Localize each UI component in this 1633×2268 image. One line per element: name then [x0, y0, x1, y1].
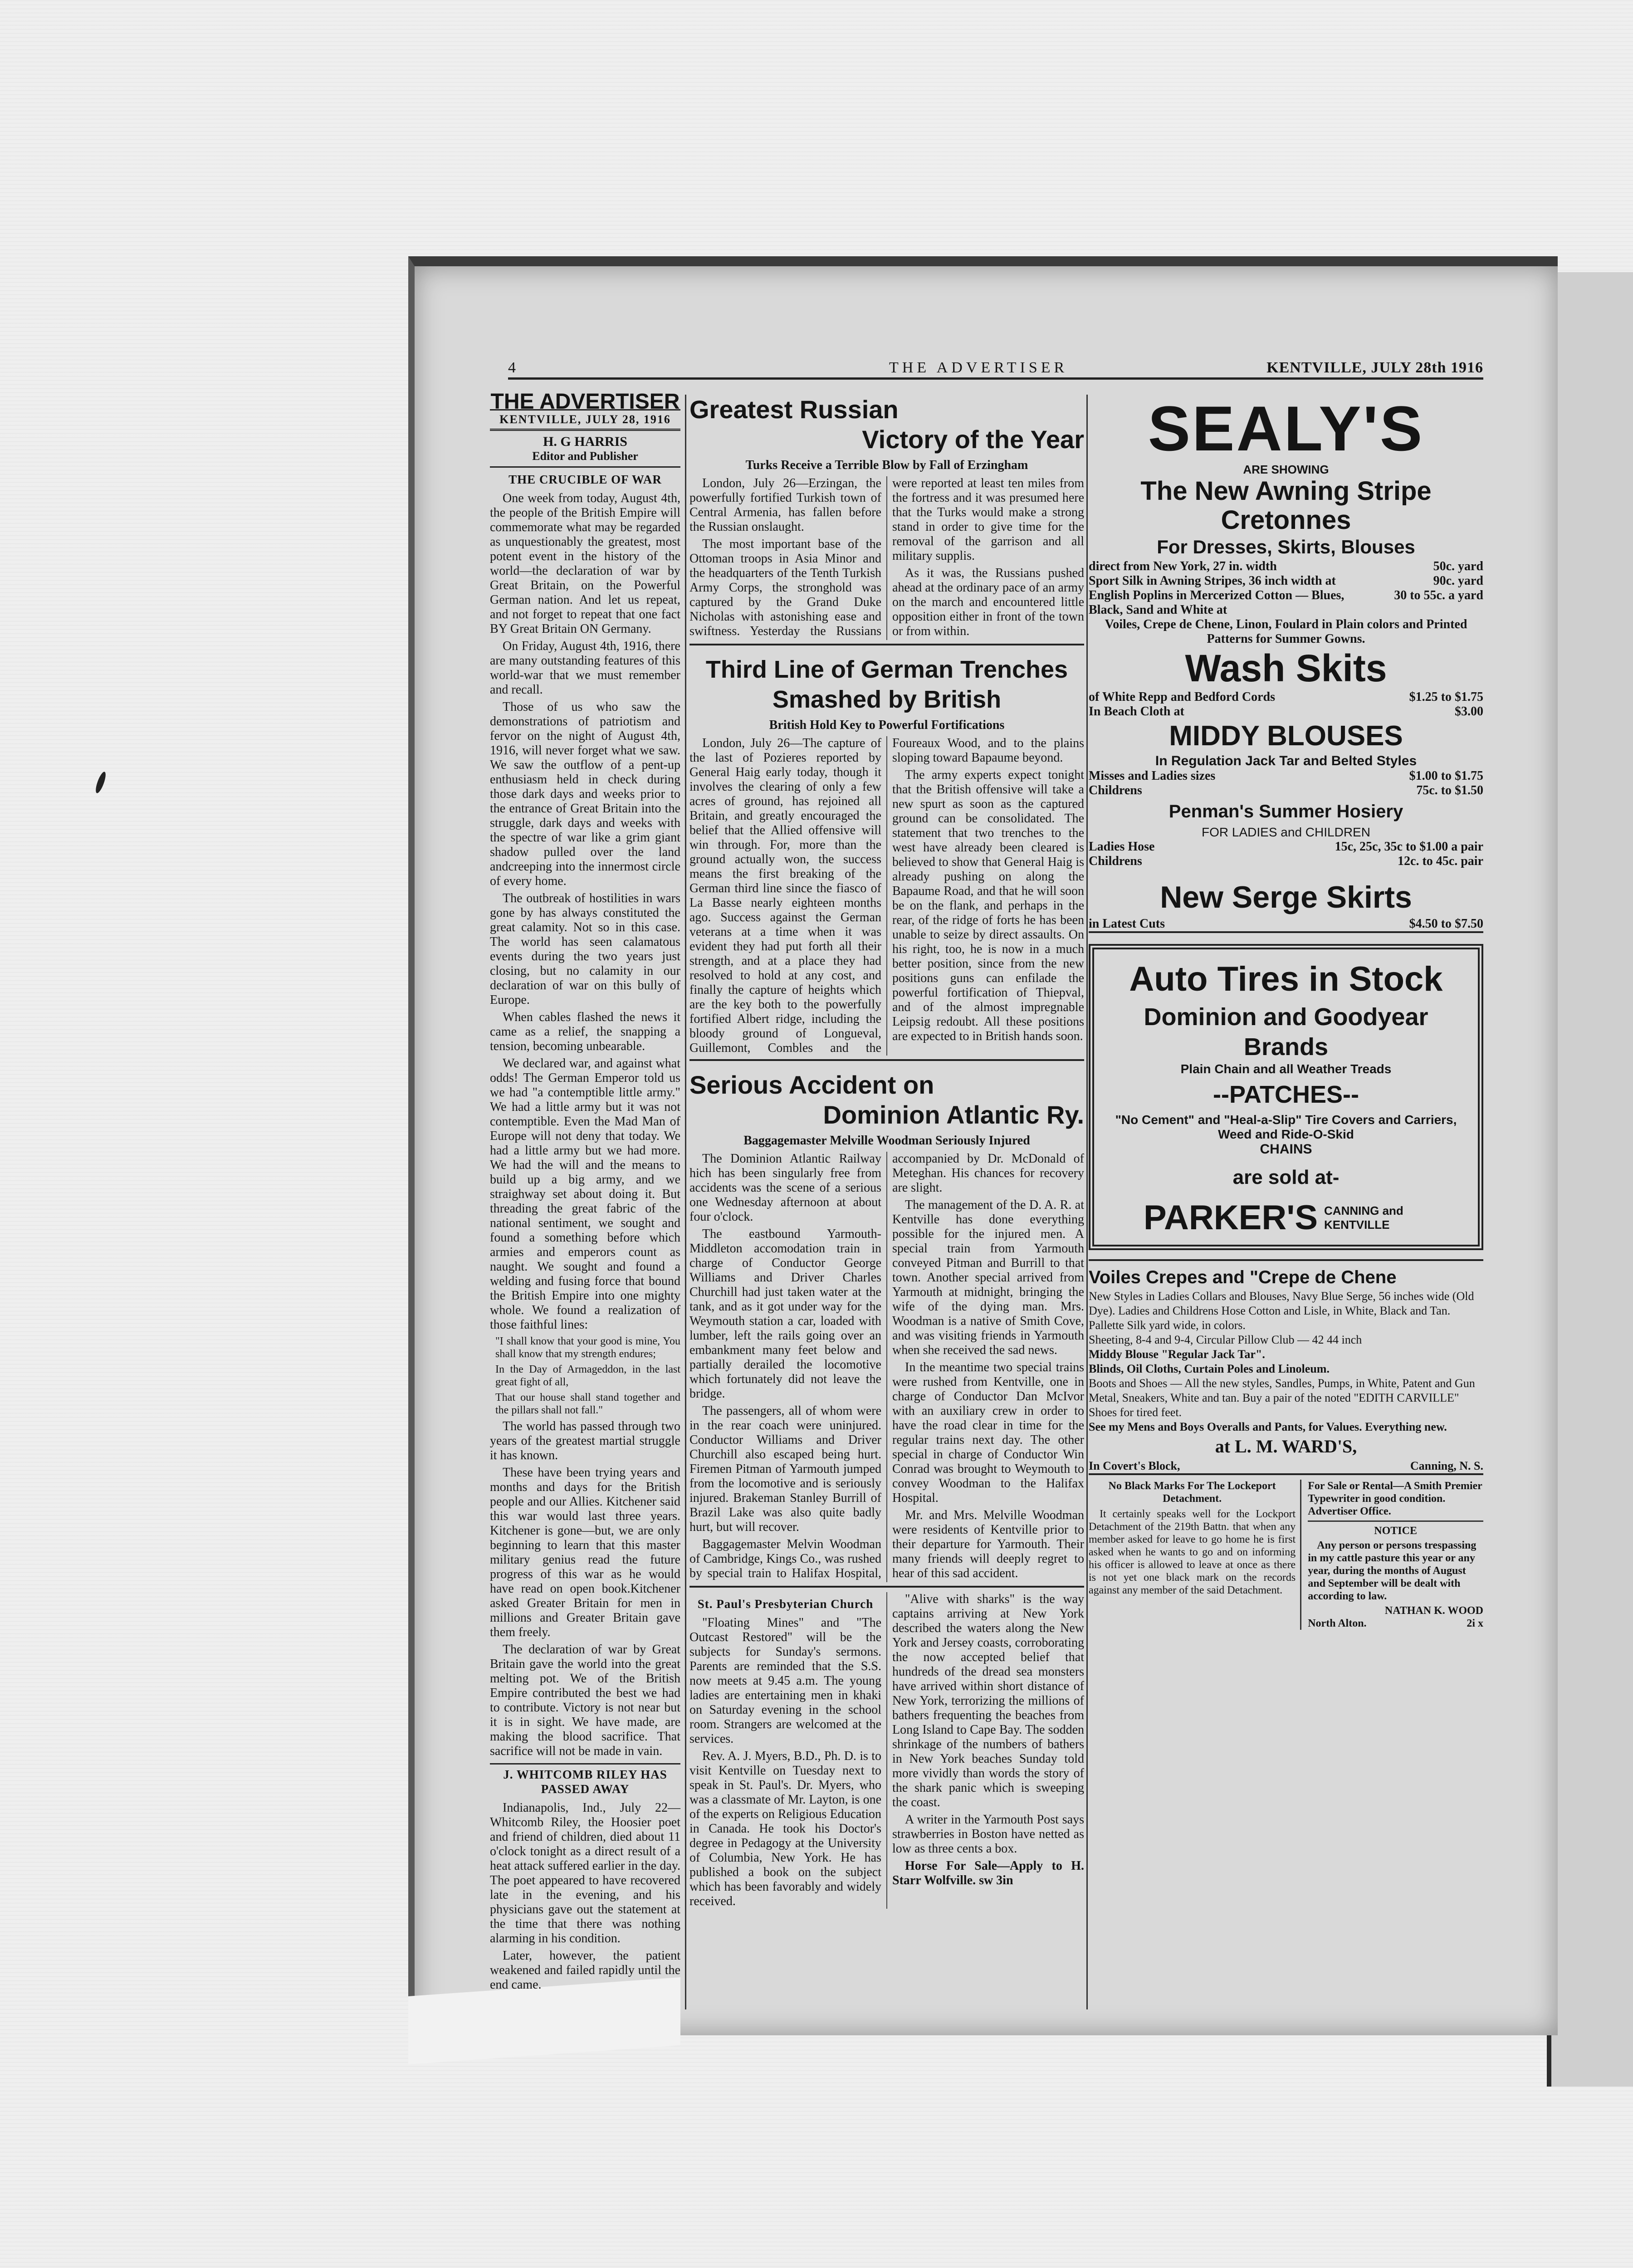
price-item: English Poplins in Mercerized Cotton — Blues, Black, Sand and White at	[1089, 588, 1345, 617]
parker-towns: CANNING and KENTVILLE	[1324, 1203, 1403, 1232]
trenches-headline: Third Line of German Trenches Smashed by British	[705, 656, 1068, 713]
price-line	[1089, 588, 1483, 617]
price-line	[1089, 559, 1483, 574]
page-number: 4	[508, 359, 519, 376]
price-value: 15c, 25c, 35c to $1.00 a pair	[1335, 840, 1483, 854]
masthead-title: THE ADVERTISER	[490, 390, 680, 414]
price-line	[1089, 783, 1483, 798]
crucible-paragraph: One week from today, August 4th, the people of the British Empire will commemorate what may be regarded as unquestionably the greatest, most potent event in the history of the world—the declaration of war by Great Britain, on the Powerful German nation. And let us repeat, and not forget to repeat that one fact BY Great Britain ON Germany.	[490, 491, 680, 636]
accident-body	[689, 1152, 1084, 1588]
riley-paragraph: Indianapolis, Ind., July 22—Whitcomb Riley, the Hoosier poet and friend of children, died about 11 o'clock tonight as a direct result of a heat attack suffered earlier in the day. The poet appeared to have recovered late in the evening, and his physicians gave out the statement at the time that there was nothing alarming in his condition.	[490, 1801, 680, 1945]
accident-paragraph: In the meantime two special trains were rushed from Kentville, one in charge of Conductor Dan McIvor with an auxiliary crew in order to have the road clear in time for the regular trains next day. The other special in charge of Conductor Win Conrad was brought to Weymouth to convey Woodman to the Halifax Hospital.	[892, 1360, 1084, 1505]
russian-paragraph: London, July 26—Erzingan, the powerfully fortified Turkish town of Central Armenia, has fallen before the Russian onslaught.	[689, 476, 881, 534]
price-line	[1089, 574, 1483, 588]
editorial-column	[490, 390, 680, 1995]
ward-ad	[1089, 1259, 1483, 1475]
ward-line: Blinds, Oil Cloths, Curtain Poles and Linoleum.	[1089, 1362, 1330, 1375]
church-paragraph: Rev. A. J. Myers, B.D., Ph. D. is to visit Kentville on Tuesday next to speak in St. Paul's. Dr. Myers, who was a classmate of Mr. Layton, is one of the experts on Religious Education in Canada. He took his Doctor's degree in Pedagogy at the University of Columbia, New York. He has published a book on the subject which has been favorably and widely received.	[689, 1749, 881, 1908]
church-sharks-body	[689, 1592, 1084, 1909]
price-value: 75c. to $1.50	[1416, 783, 1483, 797]
lockeport-body: It certainly speaks well for the Lockport Detachment of the 219th Battn. that when any member asked for leave to go home he is first asked when he wants to go and on informing his officer is allowed to leave at once as there is not yet one black mark on the records against any member of the said Detachment.	[1089, 1508, 1296, 1596]
trenches-paragraph: London, July 26—The capture of the last of Pozieres reported by General Haig early today, though it involves the clearing of only a few acres of ground, has rejoined all Britain, and greatly encouraged the belief that the Allied offensive will win through. For, more than the ground actually won, the success means the first breaking of the German third line since the fiasco of La Basse nearly eighteen months ago. Success against the German veterans at a time when it was evident they had put forth all their strength, and at a place they had resolved to hold at any cost, and finally the capture of heights which are the key both to the powerfully fortified Albert ridge, including the bloody ground of Longueval, Guillemont, Combles and the Foureaux Wood, and to the plains sloping toward Bapaume beyond.	[689, 736, 1084, 1055]
crucible-paragraph: The world has passed through two years of the greatest martial struggle it has known.	[490, 1419, 680, 1462]
price-value: 90c. yard	[1433, 574, 1483, 588]
price-value: 12c. to 45c. pair	[1398, 854, 1483, 868]
notice-place: North Alton.	[1308, 1618, 1367, 1629]
masthead-date: KENTVILLE, JULY 28, 1916	[490, 411, 680, 431]
russian-paragraph: The most important base of the Ottoman troops in Asia Minor and the headquarters of the Tenth Turkish Army Corps, the stronghold was captured by the Grand Duke Nicholas with astonishing ease and swiftness. Yesterday the Russians were reported at least ten miles from the fortress and it was presumed here that the Turks would make a strong stand in order to give time for the removal of the garrison and all military supplis.	[689, 476, 1084, 638]
church-title: St. Paul's Presbyterian Church	[697, 1597, 874, 1611]
notice-footer	[1308, 1617, 1483, 1630]
lockeport-notice	[1089, 1480, 1301, 1630]
trenches-body	[689, 736, 1084, 1061]
folio-line	[508, 359, 1483, 380]
sharks-paragraph: "Alive with sharks" is the way captains arriving at New York described the waters along the New York and Jersey coasts, corroborating the now accepted belief that hundreds of the dread sea monsters have arrived within short distance of New York, terrorizing the millions of bathers frequenting the beaches from Long Island to Cape Bay. The sodden shrinkage of the numbers of bathers in New York beaches Sunday told more vividly than words the story of the shark panic which is sweeping the coast.	[892, 1592, 1084, 1809]
notice-body: Any person or persons trespassing in my cattle pasture this year or any year, during the months of August and September will be dealt with according to law.	[1308, 1540, 1477, 1602]
folio-date: KENTVILLE, JULY 28th 1916	[1266, 359, 1483, 376]
hosiery-title: Penman's Summer Hosiery	[1169, 802, 1403, 821]
news-columns	[689, 395, 1084, 1909]
parker-brands: Dominion and Goodyear Brands	[1144, 1003, 1428, 1061]
ward-block: In Covert's Block,	[1089, 1459, 1180, 1472]
ward-address	[1089, 1459, 1483, 1475]
crucible-paragraph: The declaration of war by Great Britain gave the world into the great melting pot. We of the British Empire contributed the best we had to contribute. Victory is not near but it is in sight. We have made, are making the blood sacrifice. That sacrifice will not be made in vain.	[490, 1642, 680, 1758]
sealy-for-line: For Dresses, Skirts, Blouses	[1157, 536, 1415, 557]
ward-title: Voiles Crepes and "Crepe de Chene	[1089, 1267, 1397, 1287]
russian-headline-2: Victory of the Year	[862, 425, 1084, 454]
ward-line: Boots and Shoes — All the new styles, Sandles, Pumps, in White, Patent and Gun Metal, Sneakers, White and tan. Buy a pair of the noted "EDITH CARVILLE" Shoes for tired feet.	[1089, 1377, 1475, 1419]
accident-paragraph: Baggagemaster Melvin Woodman of Cambridge, Kings Co., was rushed by special train to Halifax Hospital, accompanied by Dr. McDonald of Meteghan. His chances for recovery are slight.	[689, 1152, 1084, 1580]
wash-title: Wash Skits	[1185, 647, 1387, 689]
price-item: in Latest Cuts	[1089, 917, 1165, 931]
price-item: of White Repp and Bedford Cords	[1089, 690, 1275, 704]
sharks-paragraph: A writer in the Yarmouth Post says strawberries in Boston have netted as low as three cents a box.	[892, 1813, 1084, 1856]
price-line	[1089, 840, 1483, 854]
price-item: direct from New York, 27 in. width	[1089, 559, 1277, 573]
notice-code: 2i x	[1467, 1618, 1483, 1629]
church-paragraph: "Floating Mines" and "The Outcast Restored" will be the subjects for Sunday's sermons. Parents are reminded that the S.S. now meets at 9.45 a.m. The young ladies are entertaining men in khaki on Saturday evening in the school room. Strangers are welcomed at the services.	[689, 1616, 881, 1746]
price-line	[1089, 704, 1483, 719]
parker-chains: CHAINS	[1260, 1142, 1312, 1157]
crucible-paragraph: When cables flashed the news it came as a relief, the snapping a tension, becoming unbearable.	[490, 1010, 680, 1053]
ward-line: See my Mens and Boys Overalls and Pants, for Values. Everything new.	[1089, 1420, 1447, 1433]
price-item: In Beach Cloth at	[1089, 704, 1184, 719]
sealy-name: SEALY'S	[1148, 393, 1424, 464]
typewriter-sale: For Sale or Rental—A Smith Premier Typewriter in good condition. Advertiser Office.	[1308, 1480, 1483, 1522]
ward-line: Sheeting, 8-4 and 9-4, Circular Pillow Club — 42 44 inch	[1089, 1333, 1362, 1346]
price-value: $1.25 to $1.75	[1409, 690, 1483, 704]
verse-line: In the Day of Armageddon, in the last great fight of all,	[495, 1364, 680, 1388]
accident-paragraph: Mr. and Mrs. Melville Woodman were residents of Kentville prior to their departure for Yarmouth. Their many friends will deeply regret to hear of this sad accident.	[892, 1508, 1084, 1580]
lockeport-title: No Black Marks For The Lockeport Detachment.	[1108, 1480, 1276, 1505]
small-notices	[1089, 1480, 1483, 1630]
accident-paragraph: The management of the D. A. R. at Kentville has done everything possible for the injured men. A special train from Yarmouth conveyed Pitman and Burrill to that town. Another special arrived from Yarmouth at midnight, bringing the wife of the dying man. Mrs. Woodman is a native of Smith Cove, and was visiting friends in Yarmouth when she received the sad news.	[892, 1198, 1084, 1357]
right-notices	[1308, 1480, 1483, 1630]
advertisement-column	[1089, 395, 1483, 1630]
ward-name: at L. M. WARD'S,	[1215, 1436, 1357, 1457]
price-line	[1089, 917, 1483, 933]
price-value: $4.50 to $7.50	[1409, 917, 1483, 931]
trenches-paragraph: The army experts expect tonight that the British offensive will take a new spurt as soon as the captured ground can be consolidated. The statement that two trenches to the west have already been cleared is believed to show that General Haig is already pushing on along the Bapaume Road, and that he will soon be on the flank, and perhaps in the rear, of the ridge of forts he has been unable to seize by direct assaults. On his right, too, he is now in a much better position, since from the new positions guns can enfilade the powerful fortification of Thiepval, and of the almost impregnable Leipsig redoubt. All these positions are expected to in British hands soon.	[892, 768, 1084, 1043]
middy-title: MIDDY BLOUSES	[1169, 720, 1403, 752]
parker-patch-desc: "No Cement" and "Heal-a-Slip" Tire Covers and Carriers, Weed and Ride-O-Skid	[1115, 1113, 1457, 1141]
trenches-deck: British Hold Key to Powerful Fortifications	[769, 718, 1005, 732]
parker-name: PARKER'S	[1143, 1198, 1318, 1237]
parker-ad-box	[1089, 944, 1483, 1250]
serge-title: New Serge Skirts	[1160, 880, 1412, 914]
ward-line: Middy Blouse "Regular Jack Tar".	[1089, 1348, 1265, 1361]
hosiery-sub: FOR LADIES and CHILDREN	[1202, 825, 1370, 839]
ward-town: Canning, N. S.	[1410, 1459, 1483, 1472]
accident-headline-1: Serious Accident on	[689, 1070, 934, 1099]
price-value: 50c. yard	[1433, 559, 1483, 573]
folio-paper-name: THE ADVERTISER	[889, 359, 1068, 376]
crucible-paragraph: The outbreak of hostilities in wars gone by has always constituted the great calamity. Not so in this case. The world has seen calamatous events during the two years just closing, but no calamity in our declaration of war on this bully of Europe.	[490, 891, 680, 1007]
crucible-paragraph: These have been trying years and months and days for the British people and our Allies. Kitchener said this war would last three years. Kitchener is gone—but, we are only beginning to learn that this master military genius read the future progress of this war as he would have read on open book.Kitchener asked Greater Britain for men in millions and Greater Britain gave them freely.	[490, 1466, 680, 1639]
notice-title: NOTICE	[1374, 1525, 1417, 1537]
column-rule	[1086, 395, 1088, 2009]
riley-paragraph: Later, however, the patient weakened and failed rapidly until the end came.	[490, 1949, 680, 1992]
facing-page-edge	[1547, 272, 1633, 2087]
accident-deck: Baggagemaster Melville Woodman Seriously Injured	[743, 1134, 1030, 1148]
editor-name: H. G HARRIS	[543, 434, 627, 449]
parker-sold: are sold at-	[1232, 1166, 1340, 1188]
russian-deck: Turks Receive a Terrible Blow by Fall of Erzingham	[745, 458, 1028, 472]
accident-paragraph: The eastbound Yarmouth-Middleton accomodation train in charge of Conductor George Williams and Driver Charles Churchill had just taken water at the tank, and as it got under way for the Weymouth station a car, loaded with lumber, left the rails going over an embankment many feet below and partially derailed the locomotive which fortunately did not leave the bridge.	[689, 1227, 881, 1401]
riley-title: J. WHITCOMB RILEY HAS PASSED AWAY	[490, 1763, 680, 1796]
ward-line: New Styles in Ladies Collars and Blouses, Navy Blue Serge, 56 inches wide (Old Dye). Ladies and Childrens Hose Cotton and Lisle, in White, Black and Tan.	[1089, 1290, 1474, 1317]
price-item: Childrens	[1089, 854, 1142, 868]
parker-sign	[1101, 1198, 1471, 1237]
price-line	[1089, 769, 1483, 783]
price-value: $3.00	[1455, 704, 1483, 719]
accident-paragraph: The passengers, all of whom were in the rear coach were uninjured. Conductor Williams and Driver Churchill also escaped being hurt. Firemen Pitman of Yarmouth jumped from the locomotive and is seriously injured. Brakeman Stanley Burrill of Brazil Lake was also quite badly hurt, but will recover.	[689, 1404, 881, 1534]
ward-line: Pallette Silk yard wide, in colors.	[1089, 1319, 1246, 1332]
parker-treads: Plain Chain and all Weather Treads	[1180, 1062, 1392, 1076]
price-item: Ladies Hose	[1089, 840, 1155, 854]
price-item: Misses and Ladies sizes	[1089, 769, 1216, 783]
crucible-paragraph: Those of us who saw the demonstrations of patriotism and fervor on the night of August 4th, 1916, will never forget what we saw. We saw the outflow of a pent-up enthusiasm held in check during those dark days and weeks prior to the entrance of Great Britain into the struggle, dark days and weeks with the spectre of war like a grim giant shadow pulled over the land andcreeping into the innermost circle of every home.	[490, 700, 680, 888]
crucible-paragraph: On Friday, August 4th, 1916, there are many outstanding features of this world-war that we must remember and recall.	[490, 639, 680, 697]
russian-paragraph: As it was, the Russians pushed ahead at the ordinary pace of an army on the march and encountered little opposition either in front of the town or from within.	[892, 566, 1084, 638]
sealy-cretonnes: The New Awning Stripe Cretonnes	[1140, 476, 1432, 535]
russian-body	[689, 476, 1084, 645]
sealy-showing: ARE SHOWING	[1243, 463, 1329, 476]
verse-line: That our house shall stand together and the pillars shall not fall."	[495, 1392, 680, 1416]
parker-title: Auto Tires in Stock	[1129, 960, 1443, 998]
notice-signed: NATHAN K. WOOD	[1384, 1605, 1483, 1617]
column-rule	[685, 395, 686, 2009]
russian-headline-1: Greatest Russian	[689, 395, 899, 424]
sealy-voiles: Voiles, Crepe de Chene, Linon, Foulard in Plain colors and Printed Patterns for Summer Gowns.	[1105, 617, 1467, 646]
price-line	[1089, 854, 1483, 869]
parker-patches: --PATCHES--	[1213, 1081, 1359, 1108]
verse-line: "I shall know that your good is mine, You shall know that my strength endures;	[495, 1335, 680, 1360]
middy-sub: In Regulation Jack Tar and Belted Styles	[1155, 753, 1417, 768]
price-line	[1089, 690, 1483, 704]
price-value: 30 to 55c. a yard	[1394, 588, 1483, 602]
accident-headline-2: Dominion Atlantic Ry.	[823, 1100, 1084, 1129]
price-value: $1.00 to $1.75	[1409, 769, 1483, 783]
crucible-paragraph: We declared war, and against what odds! The German Emperor told us we had "a contemptible little army." We had a little army but it was not contemptible. Even the Mad Man of Europe will not deny that today. We had a little army but we had more. We had the will and the means to build up a big army, and we straighway set about doing it. But threading the great fabric of the national sentiment, we sought and found a something before which armies and emperors count as naught. We sought and found a welding and fusing force that bound the British Empire into one mighty whole. We found a realization of those faithful lines:	[490, 1056, 680, 1332]
accident-paragraph: The Dominion Atlantic Railway hich has been singularly free from accidents was the scene of a serious one Wednesday afternoon at about four o'clock.	[689, 1152, 881, 1224]
price-item: Childrens	[1089, 783, 1142, 797]
horse-classified: Horse For Sale—Apply to H. Starr Wolfville. sw 3in	[892, 1859, 1084, 1887]
price-item: Sport Silk in Awning Stripes, 36 inch width at	[1089, 574, 1336, 588]
crucible-title: THE CRUCIBLE OF WAR	[508, 473, 662, 486]
editor-role: Editor and Publisher	[490, 449, 680, 468]
